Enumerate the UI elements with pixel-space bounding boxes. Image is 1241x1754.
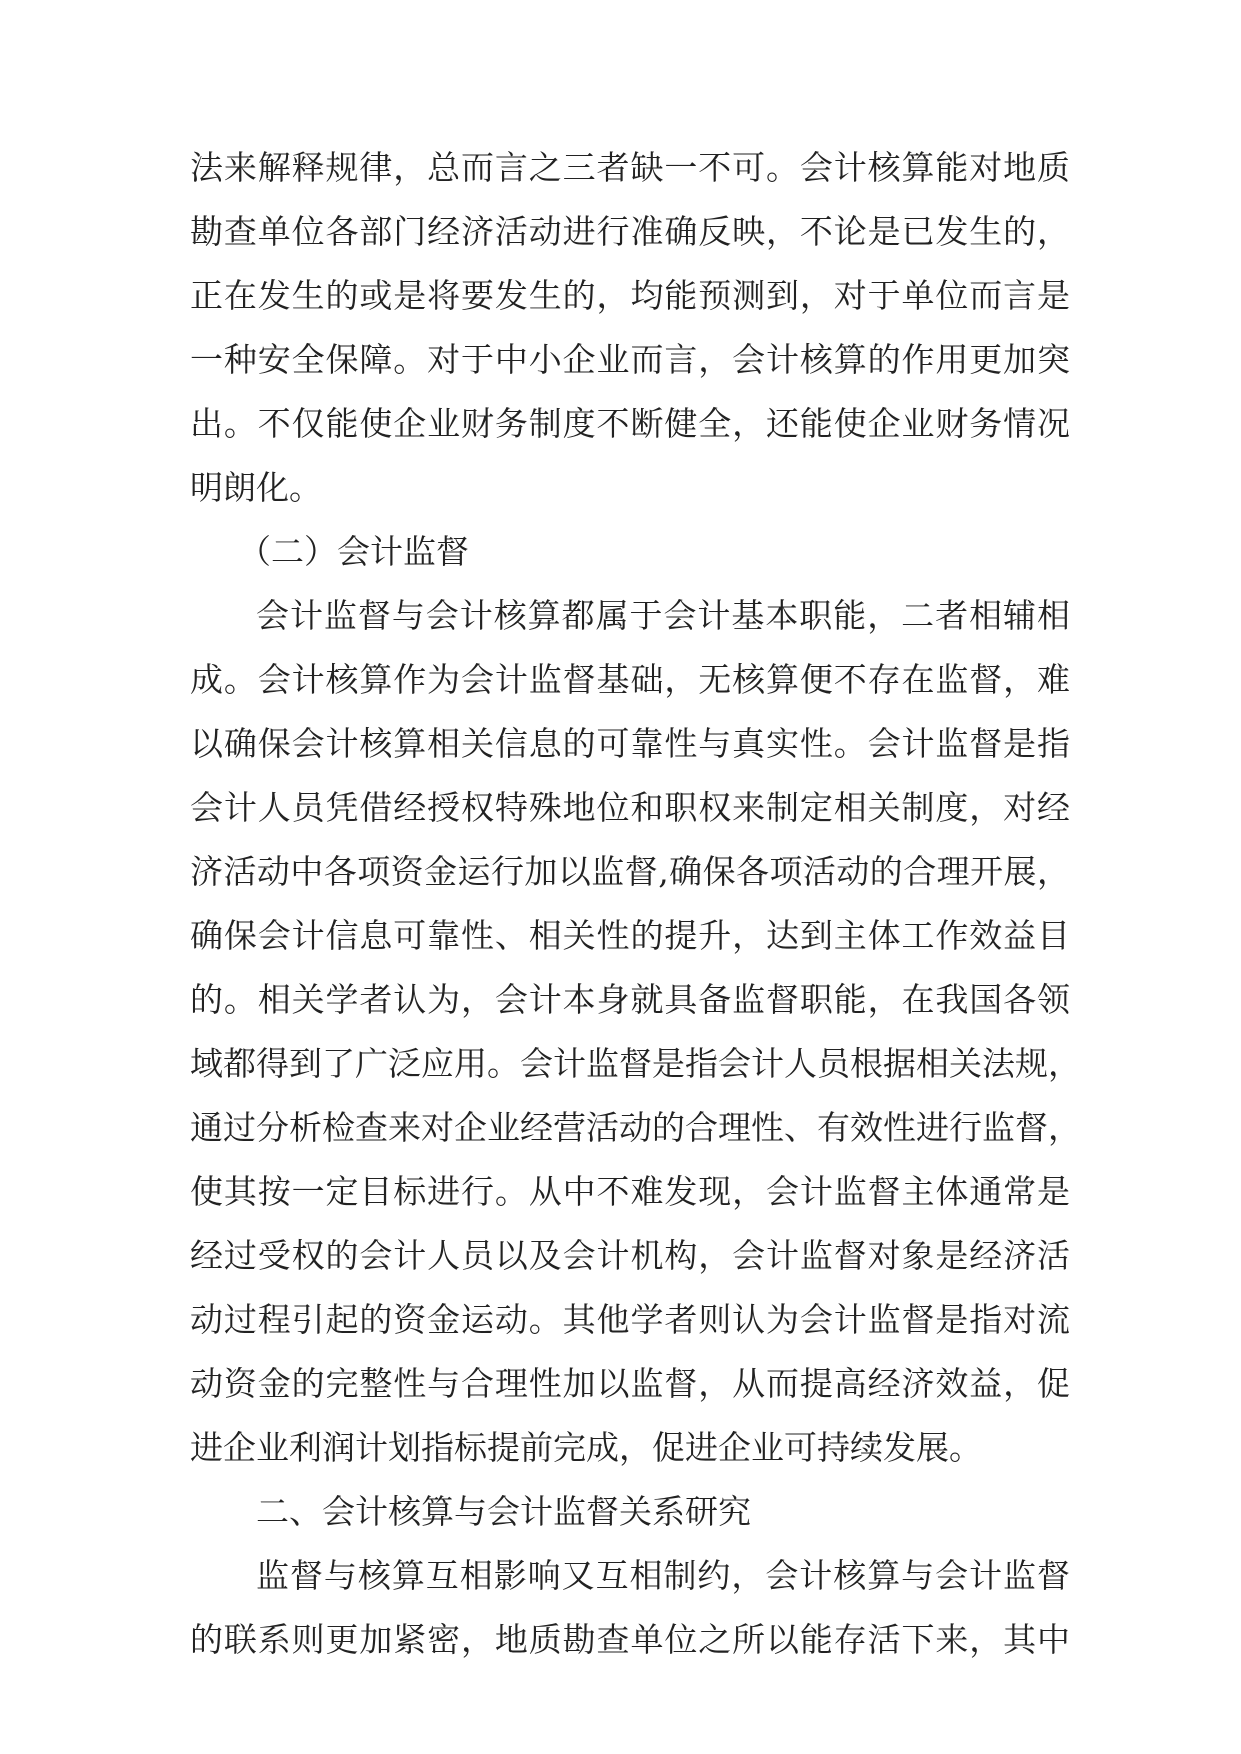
text-line: 动资金的完整性与合理性加以监督，从而提高经济效益，促	[190, 1364, 1070, 1403]
heading-text: （二）会计监督	[238, 532, 469, 571]
text-line: 的联系则更加紧密，地质勘查单位之所以能存活下来，其中	[190, 1620, 1070, 1659]
paragraph-accounting-calculation-end	[190, 136, 1070, 520]
document-body	[190, 136, 1081, 1672]
text-line: 通过分析检查来对企业经营活动的合理性、有效性进行监督，	[190, 1108, 1081, 1147]
text-line: 会计监督与会计核算都属于会计基本职能，二者相辅相	[256, 596, 1070, 635]
section-heading-relationship-study	[190, 1480, 1070, 1544]
text-line: 会计人员凭借经授权特殊地位和职权来制定相关制度，对经	[190, 788, 1070, 827]
text-line: 法来解释规律，总而言之三者缺一不可。会计核算能对地质	[190, 148, 1070, 187]
text-line: 出。不仅能使企业财务制度不断健全，还能使企业财务情况	[190, 404, 1070, 443]
text-line: 使其按一定目标进行。从中不难发现，会计监督主体通常是	[190, 1172, 1070, 1211]
section-heading-accounting-supervision	[190, 520, 1070, 584]
text-line: 济活动中各项资金运行加以监督,确保各项活动的合理开展，	[190, 852, 1070, 891]
text-line: 明朗化。	[190, 468, 322, 507]
text-line: 一种安全保障。对于中小企业而言，会计核算的作用更加突	[190, 340, 1070, 379]
text-line: 进企业利润计划指标提前完成，促进企业可持续发展。	[190, 1428, 982, 1467]
text-line: 成。会计核算作为会计监督基础，无核算便不存在监督，难	[190, 660, 1070, 699]
paragraph-supervision-and-calculation	[190, 1544, 1070, 1672]
text-line: 的。相关学者认为，会计本身就具备监督职能，在我国各领	[190, 980, 1070, 1019]
paragraph-accounting-supervision	[190, 584, 1081, 1480]
heading-text: 二、会计核算与会计监督关系研究	[256, 1492, 751, 1531]
text-line: 勘查单位各部门经济活动进行准确反映，不论是已发生的，	[190, 212, 1070, 251]
text-line: 监督与核算互相影响又互相制约，会计核算与会计监督	[256, 1556, 1070, 1595]
text-line: 正在发生的或是将要发生的，均能预测到，对于单位而言是	[190, 276, 1070, 315]
text-line: 动过程引起的资金运动。其他学者则认为会计监督是指对流	[190, 1300, 1070, 1339]
text-line: 确保会计信息可靠性、相关性的提升，达到主体工作效益目	[190, 916, 1070, 955]
text-line: 以确保会计核算相关信息的可靠性与真实性。会计监督是指	[190, 724, 1070, 763]
text-line: 域都得到了广泛应用。会计监督是指会计人员根据相关法规，	[190, 1044, 1081, 1083]
text-line: 经过受权的会计人员以及会计机构，会计监督对象是经济活	[190, 1236, 1070, 1275]
